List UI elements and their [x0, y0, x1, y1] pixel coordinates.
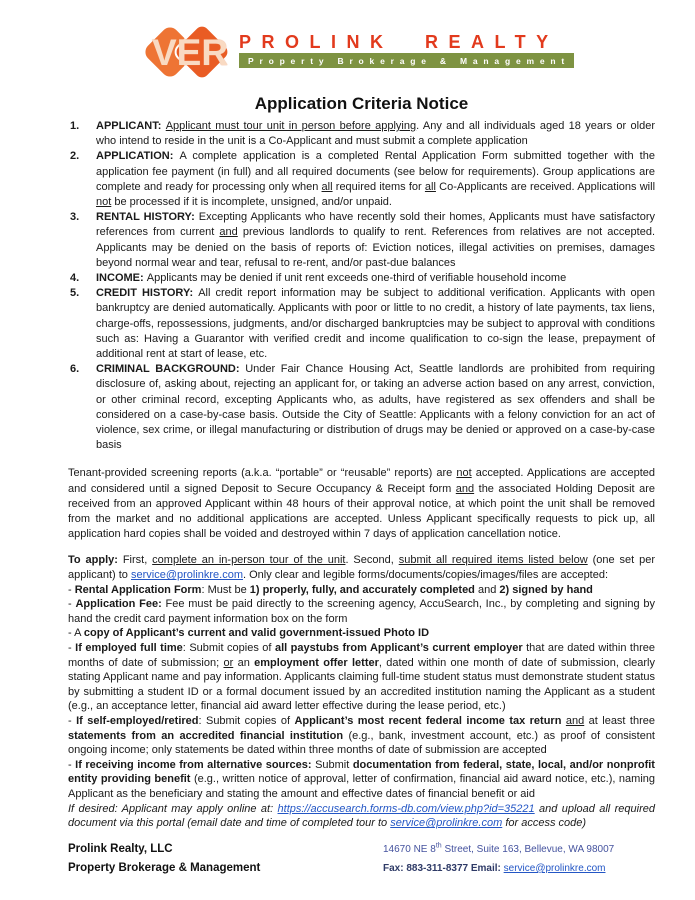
- logo-ver-monogram: VER: [152, 32, 229, 73]
- brand-name: PROLINK REALTY: [239, 32, 559, 52]
- logo-wordmark: [239, 24, 574, 68]
- list-number: 6.: [70, 363, 80, 376]
- apply-item-employed-full-time: - If employed full time: Submit copies of all paystubs from Applicant’s current employer that are dated within three months of date of submission; or an employment offer letter, dated within one month of date of submission, clearly stating Applicant name and pay information. Applicants claiming full-time student status must demonstrate student status by submitting a student ID or a formal document issued by an accredited institution naming the Applicant as a student (e.g., an acceptance letter, financial aid award letter effective during the lease period, etc.): [68, 642, 655, 713]
- apply-intro: To apply: First, complete an in-person tour of the unit. Second, submit all required items listed below (one set per applicant) to service@prolinkre.com. Only clear and legible forms/documents/copies/images/files are accepted:: [68, 554, 655, 582]
- brand-header: [68, 0, 655, 82]
- criteria-item-application: [68, 149, 655, 210]
- footer-contact-block: [383, 840, 655, 878]
- criteria-list: [68, 119, 655, 453]
- brand-tagline-banner: Property Brokerage & Management: [239, 53, 574, 68]
- footer-company-block: [68, 840, 260, 878]
- criteria-item-applicant: [68, 119, 655, 149]
- inline-link[interactable]: service@prolinkre.com: [503, 862, 606, 874]
- list-number: 1.: [70, 120, 80, 132]
- list-item-text: APPLICANT: Applicant must tour unit in person before applying. Any and all individuals aged 18 years or older who intend to reside in the unit is a Co-Applicant and must submit a complete application: [96, 120, 655, 148]
- inline-link[interactable]: https://accusearch.forms-db.com/view.php?id=35221: [277, 802, 535, 815]
- prolink-logo-icon: [149, 24, 227, 82]
- criteria-item-credit-history: [68, 286, 655, 362]
- list-number: 3.: [70, 211, 80, 224]
- footer-company-tagline: Property Brokerage & Management: [68, 861, 261, 874]
- list-number: 2.: [70, 150, 80, 163]
- footer-fax-email: Fax: 883-311-8377 Email: service@prolinkre.com: [383, 862, 606, 874]
- screening-policy-paragraph: Tenant-provided screening reports (a.k.a. “portable” or “reusable” reports) are not accepted. Applications are accepted and considered until a signed Deposit to Secure Occupancy & Receipt form and the associated Holding Deposit are received from an approved Applicant within 48 hours of their approval notice, at which point the unit shall be removed from the market and no additional applications are accepted. Unless Applicant specifically requests to pick up, all application hard copies shall be voided and destroyed within 7 days of application cancellation notice.: [68, 467, 655, 541]
- apply-item-photo-id: - A copy of Applicant’s current and valid government-issued Photo ID: [68, 627, 430, 640]
- footer-company-name: Prolink Realty, LLC: [68, 842, 173, 855]
- document-footer: [68, 840, 655, 878]
- inline-link[interactable]: service@prolinkre.com: [130, 569, 244, 582]
- apply-item-rental-application-form: - Rental Application Form: Must be 1) properly, fully, and accurately completed and 2) signed by hand: [68, 583, 593, 596]
- page-title: Application Criteria Notice: [254, 94, 469, 113]
- apply-item-self-employed-retired: - If self-employed/retired: Submit copies of Applicant’s most recent federal income tax return and at least three statements from an accredited financial institution (e.g., bank, investment account, etc.) as proof of consistent ongoing income; only statements be dated within three months of date of submission are accepted: [68, 715, 655, 757]
- apply-item-alternative-income: - If receiving income from alternative sources: Submit documentation from federal, state, local, and/or nonprofit entity providing benefit (e.g., written notice of approval, letter of confirmation, financial aid award notice, etc.), naming Applicant as the beneficiary and stating the amount and effective dates of financial benefit or aid: [68, 758, 655, 800]
- criteria-item-criminal-background: [68, 362, 655, 453]
- list-item-text: INCOME: Applicants may be denied if unit rent exceeds one-third of verifiable household income: [96, 272, 567, 285]
- inline-link[interactable]: service@prolinkre.com: [390, 817, 503, 830]
- document-body: [68, 119, 655, 831]
- how-to-apply-section: [68, 553, 655, 830]
- criteria-item-income: [68, 271, 655, 286]
- list-number: 4.: [70, 272, 80, 285]
- list-item-text: CREDIT HISTORY: All credit report information may be subject to additional verification. Applicants with open bankruptcy are denied automatically. Applicants with poor or little to no credit, a history of late payments, tax liens, charge-offs, repossessions, judgments, and/or discharged bankruptcies may be subject to approval with conditions such as: Having a Guarantor with verified credit and income qualification to co-sign the lease, prepayment of additional rent at start of lease, etc.: [96, 287, 655, 361]
- list-number: 5.: [70, 287, 80, 300]
- footer-address: 14670 NE 8th Street, Suite 163, Bellevue, WA 98007: [383, 842, 615, 855]
- list-item-text: RENTAL HISTORY: Excepting Applicants who have recently sold their homes, Applicants must have satisfactory references from current and previous landlords to qualify to rent. References from relatives are not accepted. Applicants may be denied on the basis of reports of: Eviction notices, illegal activities on premises, damages beyond normal wear and tear, refusal to re-rent, and/or past-due balances: [96, 211, 656, 269]
- criteria-item-rental-history: [68, 210, 655, 271]
- apply-item-application-fee: - Application Fee: Fee must be paid directly to the screening agency, AccuSearch, Inc., by completing and signing by hand the credit card payment information box on the form: [68, 598, 655, 625]
- list-item-text: CRIMINAL BACKGROUND: Under Fair Chance Housing Act, Seattle landlords are prohibited from requiring disclosure of, asking about, rejecting an applicant for, or taking an adverse action based on any arrest, conviction, or other criminal record, excepting Applicants who, as adults, have registered as sex offenders and shall be considered on a case-by-case basis. Outside the City of Seattle: Applicants with a felony conviction for an act of violence, sex crime, or illegal manufacturing or distribution of drugs may be denied or approved on a case-by-case basis: [96, 363, 656, 452]
- apply-online-note: If desired: Applicant may apply online at: https://accusearch.forms-db.com/view.php?id=35221 and upload all required document via this portal (email date and time of completed tour to service@prolinkre.com for access code): [68, 802, 655, 830]
- list-item-text: APPLICATION: A complete application is a completed Rental Application Form submitted together with the application fee payment (in full) and all required documents (see below for requirements). Group applications are complete and ready for processing only when all required items for all Co-Applicants are received. Applications will not be processed if it is incomplete, unsigned, and/or unpaid.: [96, 150, 656, 209]
